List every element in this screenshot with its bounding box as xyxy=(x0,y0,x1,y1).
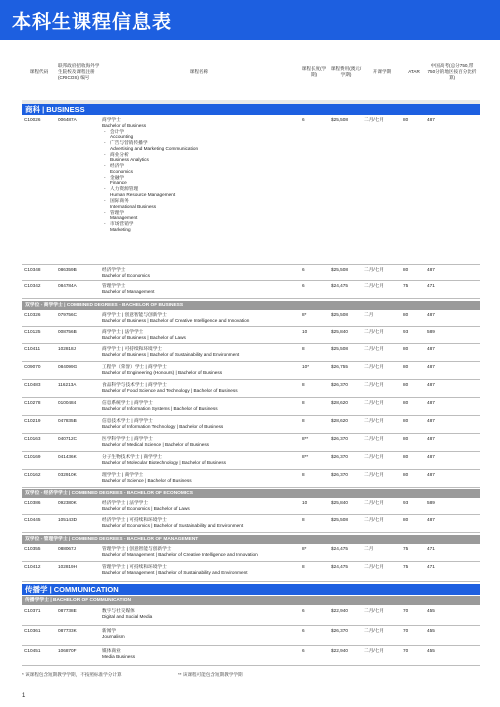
gaokao: 487 xyxy=(427,472,435,477)
gaokao: 487 xyxy=(427,382,435,387)
fee: $24,475 xyxy=(331,546,348,551)
table-row xyxy=(22,515,480,533)
intake: 二月/七月 xyxy=(364,329,385,334)
course-name: 经济学学士 Bachelor of Economics xyxy=(102,267,150,278)
intake: 二月 xyxy=(364,312,374,317)
duration: 10 xyxy=(302,500,308,505)
intake: 二月/七月 xyxy=(364,346,385,351)
course-name: 经济学学士 | 法学学士 Bachelor of Economics | Bachelor of Laws xyxy=(102,500,190,511)
duration: 6 xyxy=(302,608,305,613)
course-name: 理学学士 | 商学学士 Bachelor of Science | Bachelor of Business xyxy=(102,472,192,483)
intake: 二月/七月 xyxy=(364,472,385,477)
duration: 8* xyxy=(302,312,307,317)
course-name: 商学学士 | 创意智能与创新学士 Bachelor of Business | Bachelor of Creative Intelligence and Innovation xyxy=(102,312,250,323)
atar: 80 xyxy=(403,436,409,441)
duration: 10 xyxy=(302,329,308,334)
table-row xyxy=(22,265,480,281)
intake: 二月/七月 xyxy=(364,500,385,505)
course-code: C10483 xyxy=(24,382,41,387)
col-header-duration: 课程长度(学期) xyxy=(301,66,327,77)
cricos-code: 047835B xyxy=(58,418,77,423)
course-code: C10451 xyxy=(24,648,41,653)
atar: 80 xyxy=(403,364,409,369)
fee: $26,370 xyxy=(331,382,348,387)
table-row xyxy=(22,498,480,515)
course-name: 管理学学士 Bachelor of Management xyxy=(102,283,155,294)
table-row xyxy=(22,606,480,626)
gaokao: 589 xyxy=(427,500,435,505)
cricos-code: 102818J xyxy=(58,346,76,351)
fee: $22,940 xyxy=(331,608,348,613)
page-title: 本科生课程信息表 xyxy=(12,11,173,33)
major-item: - 会计学 Accounting xyxy=(102,129,296,140)
fee: $26,370 xyxy=(331,628,348,633)
col-header-china: 中国高考(总分750,带750分的地区按百分比折算) xyxy=(427,63,477,80)
cricos-code: 079756C xyxy=(58,312,78,317)
course-code: C10026 xyxy=(24,117,41,122)
duration: 6 xyxy=(302,628,305,633)
gaokao: 455 xyxy=(427,608,435,613)
gaokao: 487 xyxy=(427,346,435,351)
table-row xyxy=(22,626,480,646)
atar: 70 xyxy=(403,628,409,633)
course-code: C10386 xyxy=(24,500,41,505)
intake: 二月/七月 xyxy=(364,454,385,459)
course-name: 商学学士 | 可持续和环境学士 Bachelor of Business | Bachelor of Sustainability and Environment xyxy=(102,346,240,357)
course-code: C10361 xyxy=(24,628,41,633)
course-code: C10169 xyxy=(24,454,41,459)
duration: 6 xyxy=(302,283,305,288)
major-item: - 广告与营销传播学 Advertising and Marketing Communication xyxy=(102,140,296,151)
fee: $26,370 xyxy=(331,472,348,477)
intake: 二月/七月 xyxy=(364,564,385,569)
fee: $22,940 xyxy=(331,648,348,653)
gaokao: 455 xyxy=(427,648,435,653)
cricos-code: 088067J xyxy=(58,546,76,551)
cricos-code: 105143D xyxy=(58,517,78,522)
fee: $28,620 xyxy=(331,418,348,423)
cricos-code: 041436K xyxy=(58,454,77,459)
intake: 二月/七月 xyxy=(364,117,385,122)
col-header-name: 课程名称 xyxy=(189,69,209,74)
page-number: 1 xyxy=(22,693,26,699)
course-name: 分子生物技术学士 | 商学学士 Bachelor of Molecular Biotechnology | Bachelor of Business xyxy=(102,454,226,465)
table-row xyxy=(22,452,480,470)
duration: 8 xyxy=(302,382,305,387)
intake: 二月/七月 xyxy=(364,648,385,653)
subsection-combined-management: 双学位 - 管理学学士 | COMBINED DEGREES - BACHELOR OF MANAGEMENT xyxy=(22,535,480,544)
atar: 80 xyxy=(403,346,409,351)
atar: 80 xyxy=(403,382,409,387)
fee: $25,508 xyxy=(331,346,348,351)
subsection-combined-business: 双学位 - 商学学士 | COMBINED DEGREES - BACHELOR OF BUSINESS xyxy=(22,301,480,310)
course-code: C10278 xyxy=(24,400,41,405)
atar: 80 xyxy=(403,267,409,272)
course-code: C10445 xyxy=(24,517,41,522)
course-name: 医学科学学士 | 商学学士 Bachelor of Medical Science | Bachelor of Business xyxy=(102,436,210,447)
fee: $28,620 xyxy=(331,400,348,405)
intake: 二月/七月 xyxy=(364,283,385,288)
cricos-code: 087738E xyxy=(58,608,77,613)
atar: 70 xyxy=(403,608,409,613)
course-name: 经济学学士 | 可持续和环境学士 Bachelor of Economics | Bachelor of Sustainability and Environment xyxy=(102,517,244,528)
intake: 二月/七月 xyxy=(364,364,385,369)
cricos-code: 092380K xyxy=(58,500,77,505)
gaokao: 487 xyxy=(427,312,435,317)
course-code: C10355 xyxy=(24,546,41,551)
gaokao: 471 xyxy=(427,564,435,569)
fee: $25,508 xyxy=(331,312,348,317)
cricos-code: 106870F xyxy=(58,648,77,653)
table-header xyxy=(22,44,480,101)
subsection-bachelor-communication: 传播学学士 | BACHELOR OF COMMUNICATION xyxy=(22,596,480,605)
course-code: C10371 xyxy=(24,608,41,613)
col-header-code: 课程代码 xyxy=(29,69,49,74)
course-name: 食品科学与技术学士 | 商学学士 Bachelor of Food Science and Technology | Bachelor of Business xyxy=(102,382,238,393)
gaokao: 487 xyxy=(427,400,435,405)
major-item: - 经济学 Economics xyxy=(102,163,296,174)
intake: 二月 xyxy=(364,546,374,551)
duration: 8 xyxy=(302,564,305,569)
gaokao: 471 xyxy=(427,546,435,551)
course-code: C10125 xyxy=(24,329,41,334)
table-row xyxy=(22,327,480,344)
table-row xyxy=(22,398,480,416)
atar: 80 xyxy=(403,117,409,122)
section-business: 商科 | BUSINESS xyxy=(22,104,480,115)
table-row xyxy=(22,544,480,562)
table-row xyxy=(22,416,480,434)
atar: 75 xyxy=(403,546,409,551)
course-name: 媒体商业 Media Business xyxy=(102,648,136,659)
major-item: - 市场营销学 Marketing xyxy=(102,221,296,232)
course-code: C10412 xyxy=(24,564,41,569)
page-header xyxy=(0,0,500,40)
intake: 二月/七月 xyxy=(364,400,385,405)
course-code: C10411 xyxy=(24,346,41,351)
atar: 80 xyxy=(403,517,409,522)
course-code: C10219 xyxy=(24,418,41,423)
atar: 93 xyxy=(403,329,409,334)
major-item: - 管理学 Management xyxy=(102,210,296,221)
gaokao: 589 xyxy=(427,329,435,334)
atar: 80 xyxy=(403,472,409,477)
atar: 70 xyxy=(403,648,409,653)
fee: $25,840 xyxy=(331,500,348,505)
major-item: - 人力资源管理 Human Resource Management xyxy=(102,186,296,197)
gaokao: 487 xyxy=(427,454,435,459)
cricos-code: 0100484 xyxy=(58,400,77,405)
cricos-code: 087733K xyxy=(58,628,77,633)
course-name: 管理学学士 | 可持续和环境学士 Bachelor of Management | Bachelor of Sustainability and Environment xyxy=(102,564,248,575)
intake: 二月/七月 xyxy=(364,517,385,522)
course-code: C10162 xyxy=(24,472,41,477)
course-name: 管理学学士 | 创意智能与创新学士 Bachelor of Management | Bachelor of Creative Intelligence and Innovation xyxy=(102,546,258,557)
cricos-code: 116213A xyxy=(58,382,77,387)
gaokao: 487 xyxy=(427,517,435,522)
col-header-intake: 开课学期 xyxy=(372,69,392,74)
subsection-combined-economics: 双学位 - 经济学学士 | COMBINED DEGREES - BACHELOR OF ECONOMICS xyxy=(22,489,480,498)
col-header-fee: 课程费用(澳元/学期) xyxy=(330,66,362,77)
intake: 二月/七月 xyxy=(364,628,385,633)
course-code: C10326 xyxy=(24,312,41,317)
fee: $24,475 xyxy=(331,283,348,288)
duration: 8 xyxy=(302,418,305,423)
major-item: - 商业分析 Business Analytics xyxy=(102,152,296,163)
atar: 80 xyxy=(403,418,409,423)
gaokao: 487 xyxy=(427,436,435,441)
atar: 93 xyxy=(403,500,409,505)
table-row xyxy=(22,310,480,327)
fee: $25,508 xyxy=(331,517,348,522)
duration: 6 xyxy=(302,267,305,272)
duration: 8 xyxy=(302,472,305,477)
intake: 二月/七月 xyxy=(364,418,385,423)
duration: 8 xyxy=(302,400,305,405)
duration: 8** xyxy=(302,454,309,459)
intake: 二月/七月 xyxy=(364,382,385,387)
intake: 二月/七月 xyxy=(364,436,385,441)
majors-list xyxy=(102,129,296,233)
course-name: 新闻学 Journalism xyxy=(102,628,125,639)
table-row xyxy=(22,362,480,380)
cricos-code: 084099G xyxy=(58,364,78,369)
cricos-code: 086359B xyxy=(58,267,77,272)
gaokao: 487 xyxy=(427,418,435,423)
duration: 8 xyxy=(302,346,305,351)
gaokao: 487 xyxy=(427,117,435,122)
col-header-cricos: 联邦政府招收海外学生院校及课程注册(CRICOS) 编号 xyxy=(58,63,100,80)
fee: $25,508 xyxy=(331,267,348,272)
table-row xyxy=(22,115,480,265)
atar: 75 xyxy=(403,283,409,288)
course-code: C09070 xyxy=(24,364,41,369)
table-row xyxy=(22,380,480,398)
course-name-en: Bachelor of Business xyxy=(102,122,147,128)
intake: 二月/七月 xyxy=(364,608,385,613)
col-header-atar: ATAR xyxy=(408,69,420,74)
course-name-zh: 商学学士 xyxy=(102,117,121,122)
atar: 80 xyxy=(403,312,409,317)
course-name: 信息技术学士 | 商学学士 Bachelor of Information Technology | Bachelor of Business xyxy=(102,418,224,429)
course-code: C10342 xyxy=(24,283,41,288)
footnote-double-asterisk: ** 该课程可能包含短期教学学期 xyxy=(178,672,243,677)
atar: 80 xyxy=(403,454,409,459)
cricos-code: 102819H xyxy=(58,564,78,569)
fee: $25,508 xyxy=(331,117,348,122)
fee: $26,755 xyxy=(331,364,348,369)
gaokao: 487 xyxy=(427,267,435,272)
major-item: - 金融学 Finance xyxy=(102,175,296,186)
course-code: C10348 xyxy=(24,267,41,272)
course-name: 工程学（荣誉）学士 | 商学学士 Bachelor of Engineering (Honours) | Bachelor of Business xyxy=(102,364,223,375)
gaokao: 471 xyxy=(427,283,435,288)
table-row xyxy=(22,281,480,299)
section-communication: 传播学 | COMMUNICATION xyxy=(22,584,480,595)
atar: 75 xyxy=(403,564,409,569)
cricos-code: 008756B xyxy=(58,329,77,334)
fee: $25,840 xyxy=(331,329,348,334)
major-item: - 国际商务 International Business xyxy=(102,198,296,209)
cricos-code: 084784A xyxy=(58,283,77,288)
duration: 6 xyxy=(302,648,305,653)
course-code: C10163 xyxy=(24,436,41,441)
gaokao: 487 xyxy=(427,364,435,369)
intake: 二月/七月 xyxy=(364,267,385,272)
fee: $24,475 xyxy=(331,564,348,569)
course-name xyxy=(102,117,296,232)
duration: 8 xyxy=(302,517,305,522)
course-name: 数字与社交媒体 Digital and Social Media xyxy=(102,608,153,619)
table-row xyxy=(22,434,480,452)
table-row xyxy=(22,470,480,488)
cricos-code: 032910K xyxy=(58,472,77,477)
gaokao: 455 xyxy=(427,628,435,633)
duration: 10* xyxy=(302,364,310,369)
course-name: 信息系统学士 | 商学学士 Bachelor of Information Systems | Bachelor of Business xyxy=(102,400,218,411)
table-row xyxy=(22,344,480,362)
table-row xyxy=(22,562,480,582)
course-name: 商学学士 | 法学学士 Bachelor of Business | Bachelor of Laws xyxy=(102,329,186,340)
duration: 8** xyxy=(302,436,309,441)
duration: 8* xyxy=(302,546,307,551)
footnote-single-asterisk: * 该课程包含短期教学学期，不按照标准学分计算 xyxy=(22,672,122,677)
fee: $26,370 xyxy=(331,436,348,441)
cricos-code: 006487A xyxy=(58,117,77,122)
fee: $26,370 xyxy=(331,454,348,459)
duration: 6 xyxy=(302,117,305,122)
atar: 80 xyxy=(403,400,409,405)
table-row xyxy=(22,646,480,666)
cricos-code: 040712C xyxy=(58,436,78,441)
